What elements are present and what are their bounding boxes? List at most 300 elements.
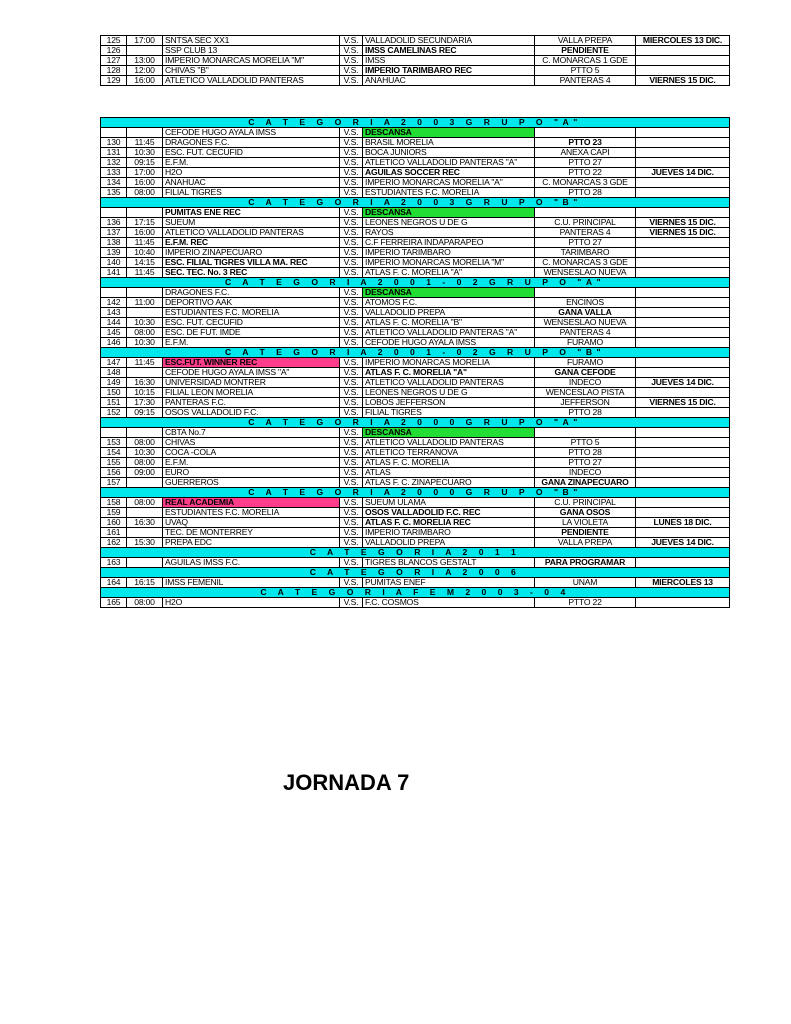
match-time: 14:15 bbox=[127, 258, 163, 268]
home-team: PANTERAS F.C. bbox=[163, 398, 340, 408]
match-number: 161 bbox=[101, 528, 127, 538]
match-row bbox=[101, 368, 730, 378]
home-team: ESC. FILIAL TIGRES VILLA MA. REC bbox=[163, 258, 340, 268]
match-time: 17:15 bbox=[127, 218, 163, 228]
match-time: 08:00 bbox=[127, 498, 163, 508]
match-number: 163 bbox=[101, 558, 127, 568]
match-date bbox=[636, 318, 730, 328]
venue: C. MONARCAS 1 GDE bbox=[535, 56, 636, 66]
venue: PANTERAS 4 bbox=[535, 76, 636, 86]
match-number: 141 bbox=[101, 268, 127, 278]
away-team: AGUILAS SOCCER REC bbox=[363, 168, 535, 178]
home-team: ANAHUAC bbox=[163, 178, 340, 188]
match-row bbox=[101, 528, 730, 538]
match-row bbox=[101, 408, 730, 418]
versus-label: V.S. bbox=[340, 208, 363, 218]
venue: C. MONARCAS 3 GDE bbox=[535, 178, 636, 188]
match-row bbox=[101, 168, 730, 178]
home-team: ATLETICO VALLADOLID PANTERAS bbox=[163, 228, 340, 238]
match-row bbox=[101, 298, 730, 308]
home-team: ESC. FUT. CECUFID bbox=[163, 148, 340, 158]
home-team: CBTA No.7 bbox=[163, 428, 340, 438]
match-date bbox=[636, 178, 730, 188]
match-number: 157 bbox=[101, 478, 127, 488]
home-team: EURO bbox=[163, 468, 340, 478]
match-row bbox=[101, 66, 730, 76]
versus-label: V.S. bbox=[340, 328, 363, 338]
match-number: 129 bbox=[101, 76, 127, 86]
home-team: CEFODE HUGO AYALA IMSS "A" bbox=[163, 368, 340, 378]
away-team: DESCANSA bbox=[363, 428, 535, 438]
versus-label: V.S. bbox=[340, 218, 363, 228]
away-team: CEFODE HUGO AYALA IMSS bbox=[363, 338, 535, 348]
away-team: DESCANSA bbox=[363, 128, 535, 138]
match-time bbox=[127, 308, 163, 318]
versus-label: V.S. bbox=[340, 378, 363, 388]
match-time: 09:15 bbox=[127, 158, 163, 168]
versus-label: V.S. bbox=[340, 358, 363, 368]
away-team: SUEUM ULAMA bbox=[363, 498, 535, 508]
venue: WENSESLAO NUEVA bbox=[535, 318, 636, 328]
venue bbox=[535, 288, 636, 298]
home-team: PUMITAS ENE REC bbox=[163, 208, 340, 218]
match-number: 134 bbox=[101, 178, 127, 188]
match-time: 12:00 bbox=[127, 66, 163, 76]
match-row bbox=[101, 148, 730, 158]
away-team: FILIAL TIGRES bbox=[363, 408, 535, 418]
venue: C. MONARCAS 3 GDE bbox=[535, 258, 636, 268]
match-date bbox=[636, 288, 730, 298]
match-number: 135 bbox=[101, 188, 127, 198]
match-number: 130 bbox=[101, 138, 127, 148]
match-date bbox=[636, 448, 730, 458]
match-row bbox=[101, 598, 730, 608]
match-row bbox=[101, 238, 730, 248]
match-date bbox=[636, 258, 730, 268]
away-team: PUMITAS ENEF bbox=[363, 578, 535, 588]
match-row bbox=[101, 378, 730, 388]
match-number: 164 bbox=[101, 578, 127, 588]
category-header bbox=[101, 198, 730, 208]
match-date bbox=[636, 598, 730, 608]
match-row bbox=[101, 308, 730, 318]
away-team: IMPERIO MONARCAS MORELIA "A" bbox=[363, 178, 535, 188]
match-date: MIERCOLES 13 bbox=[636, 578, 730, 588]
match-time: 17:00 bbox=[127, 168, 163, 178]
away-team: ATLAS F. C. MORELIA "A" bbox=[363, 368, 535, 378]
category-title: C A T E G O R I A 2 0 0 6 bbox=[101, 568, 730, 578]
venue: VALLA PREPA bbox=[535, 538, 636, 548]
match-row bbox=[101, 468, 730, 478]
match-row bbox=[101, 328, 730, 338]
match-number: 158 bbox=[101, 498, 127, 508]
match-date: JUEVES 14 DIC. bbox=[636, 168, 730, 178]
home-team: E.F.M. bbox=[163, 458, 340, 468]
match-time bbox=[127, 528, 163, 538]
match-row bbox=[101, 318, 730, 328]
away-team: BRASIL MORELIA bbox=[363, 138, 535, 148]
match-row bbox=[101, 358, 730, 368]
match-number: 136 bbox=[101, 218, 127, 228]
match-row bbox=[101, 508, 730, 518]
venue: PANTERAS 4 bbox=[535, 228, 636, 238]
away-team: ATLETICO VALLADOLID PANTERAS bbox=[363, 438, 535, 448]
away-team: IMPERIO MONARCAS MORELIA "M" bbox=[363, 258, 535, 268]
match-time: 10:30 bbox=[127, 338, 163, 348]
match-number: 132 bbox=[101, 158, 127, 168]
versus-label: V.S. bbox=[340, 428, 363, 438]
match-date bbox=[636, 358, 730, 368]
home-team: UNIVERSIDAD MONTRER bbox=[163, 378, 340, 388]
away-team: BOCA JUNIORS bbox=[363, 148, 535, 158]
venue: LA VIOLETA bbox=[535, 518, 636, 528]
home-team: REAL ACADEMIA bbox=[163, 498, 340, 508]
venue: PTTO 22 bbox=[535, 598, 636, 608]
match-number bbox=[101, 428, 127, 438]
away-team: VALLADOLID SECUNDARIA bbox=[363, 36, 535, 46]
match-date bbox=[636, 248, 730, 258]
match-row bbox=[101, 398, 730, 408]
versus-label: V.S. bbox=[340, 158, 363, 168]
versus-label: V.S. bbox=[340, 468, 363, 478]
away-team: ANAHUAC bbox=[363, 76, 535, 86]
match-number: 150 bbox=[101, 388, 127, 398]
match-number: 152 bbox=[101, 408, 127, 418]
away-team: DESCANSA bbox=[363, 208, 535, 218]
match-row bbox=[101, 498, 730, 508]
match-date bbox=[636, 408, 730, 418]
home-team: CEFODE HUGO AYALA IMSS bbox=[163, 128, 340, 138]
venue: GANA CEFODE bbox=[535, 368, 636, 378]
match-time: 11:45 bbox=[127, 238, 163, 248]
match-row bbox=[101, 76, 730, 86]
venue: PARA PROGRAMAR bbox=[535, 558, 636, 568]
match-number: 140 bbox=[101, 258, 127, 268]
match-date bbox=[636, 138, 730, 148]
venue: FURAMO bbox=[535, 358, 636, 368]
match-number: 145 bbox=[101, 328, 127, 338]
versus-label: V.S. bbox=[340, 318, 363, 328]
match-number: 156 bbox=[101, 468, 127, 478]
venue: JEFFERSON bbox=[535, 398, 636, 408]
match-date bbox=[636, 478, 730, 488]
home-team: SSP CLUB 13 bbox=[163, 46, 340, 56]
match-row bbox=[101, 388, 730, 398]
versus-label: V.S. bbox=[340, 498, 363, 508]
home-team: IMPERIO ZINAPECUARO bbox=[163, 248, 340, 258]
category-title: C A T E G O R I A 2 0 0 1 - 0 2 G R U P O "A" bbox=[101, 278, 730, 288]
match-date bbox=[636, 498, 730, 508]
venue: ENCINOS bbox=[535, 298, 636, 308]
jornada-title: JORNADA 7 bbox=[283, 770, 410, 795]
home-team: OSOS VALLADOLID F.C. bbox=[163, 408, 340, 418]
away-team: ATLAS F. C. MORELIA REC bbox=[363, 518, 535, 528]
versus-label: V.S. bbox=[340, 528, 363, 538]
away-team: F.C. COSMOS bbox=[363, 598, 535, 608]
match-date: MIERCOLES 13 DIC. bbox=[636, 36, 730, 46]
match-date bbox=[636, 558, 730, 568]
venue: GANA ZINAPECUARO bbox=[535, 478, 636, 488]
match-time: 08:00 bbox=[127, 438, 163, 448]
away-team: ATLAS F. C. ZINAPECUARO bbox=[363, 478, 535, 488]
home-team: PREPA EDC bbox=[163, 538, 340, 548]
home-team: SUEUM bbox=[163, 218, 340, 228]
match-number: 147 bbox=[101, 358, 127, 368]
match-time: 16:00 bbox=[127, 178, 163, 188]
match-number: 133 bbox=[101, 168, 127, 178]
away-team: IMSS CAMELINAS REC bbox=[363, 46, 535, 56]
match-row bbox=[101, 188, 730, 198]
match-time: 10:15 bbox=[127, 388, 163, 398]
match-date: VIERNES 15 DIC. bbox=[636, 76, 730, 86]
home-team: DRAGONES F.C. bbox=[163, 288, 340, 298]
versus-label: V.S. bbox=[340, 138, 363, 148]
match-row bbox=[101, 128, 730, 138]
versus-label: V.S. bbox=[340, 448, 363, 458]
match-date bbox=[636, 268, 730, 278]
venue: PENDIENTE bbox=[535, 528, 636, 538]
venue: ANEXA CAPI bbox=[535, 148, 636, 158]
match-date bbox=[636, 508, 730, 518]
match-date: LUNES 18 DIC. bbox=[636, 518, 730, 528]
match-date bbox=[636, 238, 730, 248]
venue: WENCESLAO PISTA bbox=[535, 388, 636, 398]
venue: PANTERAS 4 bbox=[535, 328, 636, 338]
venue: PTTO 5 bbox=[535, 66, 636, 76]
match-number: 160 bbox=[101, 518, 127, 528]
match-time: 17:30 bbox=[127, 398, 163, 408]
venue: UNAM bbox=[535, 578, 636, 588]
category-header bbox=[101, 488, 730, 498]
match-row bbox=[101, 288, 730, 298]
match-number: 162 bbox=[101, 538, 127, 548]
versus-label: V.S. bbox=[340, 148, 363, 158]
match-date bbox=[636, 428, 730, 438]
away-team: IMPERIO TARIMBARO bbox=[363, 528, 535, 538]
match-number: 125 bbox=[101, 36, 127, 46]
match-date: VIERNES 15 DIC. bbox=[636, 398, 730, 408]
versus-label: V.S. bbox=[340, 508, 363, 518]
versus-label: V.S. bbox=[340, 36, 363, 46]
match-date bbox=[636, 328, 730, 338]
match-time bbox=[127, 208, 163, 218]
venue: PENDIENTE bbox=[535, 46, 636, 56]
venue: VALLA PREPA bbox=[535, 36, 636, 46]
match-date bbox=[636, 308, 730, 318]
away-team: ATLETICO VALLADOLID PANTERAS "A" bbox=[363, 158, 535, 168]
home-team: ESC.FUT. WINNER REC bbox=[163, 358, 340, 368]
away-team: ATLAS bbox=[363, 468, 535, 478]
category-title: C A T E G O R I A 2 0 0 1 - 0 2 G R U P O "B" bbox=[101, 348, 730, 358]
away-team: ATLAS F. C. MORELIA "A" bbox=[363, 268, 535, 278]
match-number: 138 bbox=[101, 238, 127, 248]
home-team: E.F.M. bbox=[163, 158, 340, 168]
match-number: 127 bbox=[101, 56, 127, 66]
venue bbox=[535, 208, 636, 218]
home-team: ESC. DE FUT. IMDE bbox=[163, 328, 340, 338]
venue: PTTO 28 bbox=[535, 448, 636, 458]
venue bbox=[535, 428, 636, 438]
match-date bbox=[636, 298, 730, 308]
match-number: 159 bbox=[101, 508, 127, 518]
versus-label: V.S. bbox=[340, 288, 363, 298]
venue: GANA VALLA bbox=[535, 308, 636, 318]
home-team: DEPORTIVO AAK bbox=[163, 298, 340, 308]
match-row bbox=[101, 258, 730, 268]
match-row bbox=[101, 558, 730, 568]
match-number: 154 bbox=[101, 448, 127, 458]
match-time: 10:30 bbox=[127, 448, 163, 458]
match-date bbox=[636, 148, 730, 158]
versus-label: V.S. bbox=[340, 66, 363, 76]
match-date bbox=[636, 468, 730, 478]
venue: FURAMO bbox=[535, 338, 636, 348]
venue: INDECO bbox=[535, 468, 636, 478]
away-team: LOBOS JEFFERSON bbox=[363, 398, 535, 408]
schedule-table-categories bbox=[100, 117, 730, 608]
category-title: C A T E G O R I A 2 0 1 1 bbox=[101, 548, 730, 558]
away-team: VALLADOLID PREPA bbox=[363, 308, 535, 318]
match-date bbox=[636, 208, 730, 218]
home-team: FILIAL TIGRES bbox=[163, 188, 340, 198]
home-team: DRAGONES F.C. bbox=[163, 138, 340, 148]
match-time: 10:30 bbox=[127, 318, 163, 328]
versus-label: V.S. bbox=[340, 298, 363, 308]
category-title: C A T E G O R I A F E M 2 0 0 3 - 0 4 bbox=[101, 588, 730, 598]
versus-label: V.S. bbox=[340, 228, 363, 238]
versus-label: V.S. bbox=[340, 268, 363, 278]
match-time: 16:15 bbox=[127, 578, 163, 588]
home-team: SEC. TEC. No. 3 REC bbox=[163, 268, 340, 278]
category-header bbox=[101, 418, 730, 428]
match-number: 153 bbox=[101, 438, 127, 448]
match-time: 16:30 bbox=[127, 378, 163, 388]
match-row bbox=[101, 158, 730, 168]
category-header bbox=[101, 548, 730, 558]
venue: PTTO 27 bbox=[535, 158, 636, 168]
match-number: 128 bbox=[101, 66, 127, 76]
away-team: ESTUDIANTES F.C. MORELIA bbox=[363, 188, 535, 198]
category-header bbox=[101, 278, 730, 288]
match-time: 16:30 bbox=[127, 518, 163, 528]
match-time: 08:00 bbox=[127, 188, 163, 198]
match-date: JUEVES 14 DIC. bbox=[636, 538, 730, 548]
home-team: IMPERIO MONARCAS MORELIA "M" bbox=[163, 56, 340, 66]
match-row bbox=[101, 478, 730, 488]
versus-label: V.S. bbox=[340, 558, 363, 568]
match-date bbox=[636, 158, 730, 168]
match-number bbox=[101, 288, 127, 298]
home-team: ESTUDIANTES F.C. MORELIA bbox=[163, 508, 340, 518]
match-row bbox=[101, 578, 730, 588]
venue: WENSESLAO NUEVA bbox=[535, 268, 636, 278]
match-date bbox=[636, 368, 730, 378]
versus-label: V.S. bbox=[340, 538, 363, 548]
match-time: 16:00 bbox=[127, 76, 163, 86]
match-time bbox=[127, 288, 163, 298]
home-team: E.F.M. bbox=[163, 338, 340, 348]
versus-label: V.S. bbox=[340, 248, 363, 258]
match-time bbox=[127, 428, 163, 438]
venue bbox=[535, 128, 636, 138]
home-team: AGUILAS IMSS F.C. bbox=[163, 558, 340, 568]
venue: C.U. PRINCIPAL bbox=[535, 218, 636, 228]
match-time: 08:00 bbox=[127, 458, 163, 468]
match-time bbox=[127, 368, 163, 378]
match-date bbox=[636, 458, 730, 468]
away-team: RAYOS bbox=[363, 228, 535, 238]
home-team: FILIAL LEON MORELIA bbox=[163, 388, 340, 398]
versus-label: V.S. bbox=[340, 438, 363, 448]
match-date bbox=[636, 388, 730, 398]
match-date bbox=[636, 188, 730, 198]
match-date bbox=[636, 56, 730, 66]
match-date bbox=[636, 528, 730, 538]
venue: INDECO bbox=[535, 378, 636, 388]
home-team: E.F.M. REC bbox=[163, 238, 340, 248]
venue: PTTO 23 bbox=[535, 138, 636, 148]
match-time: 09:15 bbox=[127, 408, 163, 418]
away-team: C.F FERREIRA INDAPARAPEO bbox=[363, 238, 535, 248]
away-team: LEONES NEGROS U DE G bbox=[363, 388, 535, 398]
away-team: IMPERIO MONARCAS MORELIA bbox=[363, 358, 535, 368]
match-time: 11:45 bbox=[127, 358, 163, 368]
away-team: IMPERIO TARIMBARO REC bbox=[363, 66, 535, 76]
category-title: C A T E G O R I A 2 0 0 0 G R U P O "A" bbox=[101, 418, 730, 428]
match-row bbox=[101, 448, 730, 458]
match-date bbox=[636, 128, 730, 138]
venue: PTTO 5 bbox=[535, 438, 636, 448]
versus-label: V.S. bbox=[340, 398, 363, 408]
match-row bbox=[101, 138, 730, 148]
versus-label: V.S. bbox=[340, 46, 363, 56]
home-team: CHIVAS "B" bbox=[163, 66, 340, 76]
match-time: 08:00 bbox=[127, 598, 163, 608]
match-time bbox=[127, 128, 163, 138]
home-team: CHIVAS bbox=[163, 438, 340, 448]
versus-label: V.S. bbox=[340, 188, 363, 198]
venue: PTTO 22 bbox=[535, 168, 636, 178]
match-time bbox=[127, 478, 163, 488]
venue: TARIMBARO bbox=[535, 248, 636, 258]
match-number: 131 bbox=[101, 148, 127, 158]
versus-label: V.S. bbox=[340, 578, 363, 588]
match-row bbox=[101, 56, 730, 66]
away-team: IMPERIO TARIMBARO bbox=[363, 248, 535, 258]
match-number: 155 bbox=[101, 458, 127, 468]
match-row bbox=[101, 458, 730, 468]
match-time: 17:00 bbox=[127, 36, 163, 46]
match-number: 139 bbox=[101, 248, 127, 258]
category-header bbox=[101, 348, 730, 358]
match-date bbox=[636, 438, 730, 448]
match-time bbox=[127, 46, 163, 56]
match-time: 11:00 bbox=[127, 298, 163, 308]
category-title: C A T E G O R I A 2 0 0 3 G R U P O "B" bbox=[101, 198, 730, 208]
match-row bbox=[101, 208, 730, 218]
match-number: 137 bbox=[101, 228, 127, 238]
home-team: UVAQ bbox=[163, 518, 340, 528]
away-team: LEONES NEGROS U DE G bbox=[363, 218, 535, 228]
away-team: ATLETICO VALLADOLID PANTERAS "A" bbox=[363, 328, 535, 338]
match-time: 10:40 bbox=[127, 248, 163, 258]
home-team: ESC. FUT. CECUFID bbox=[163, 318, 340, 328]
match-number: 146 bbox=[101, 338, 127, 348]
home-team: GUERREROS bbox=[163, 478, 340, 488]
match-number bbox=[101, 128, 127, 138]
match-time: 13:00 bbox=[127, 56, 163, 66]
versus-label: V.S. bbox=[340, 388, 363, 398]
